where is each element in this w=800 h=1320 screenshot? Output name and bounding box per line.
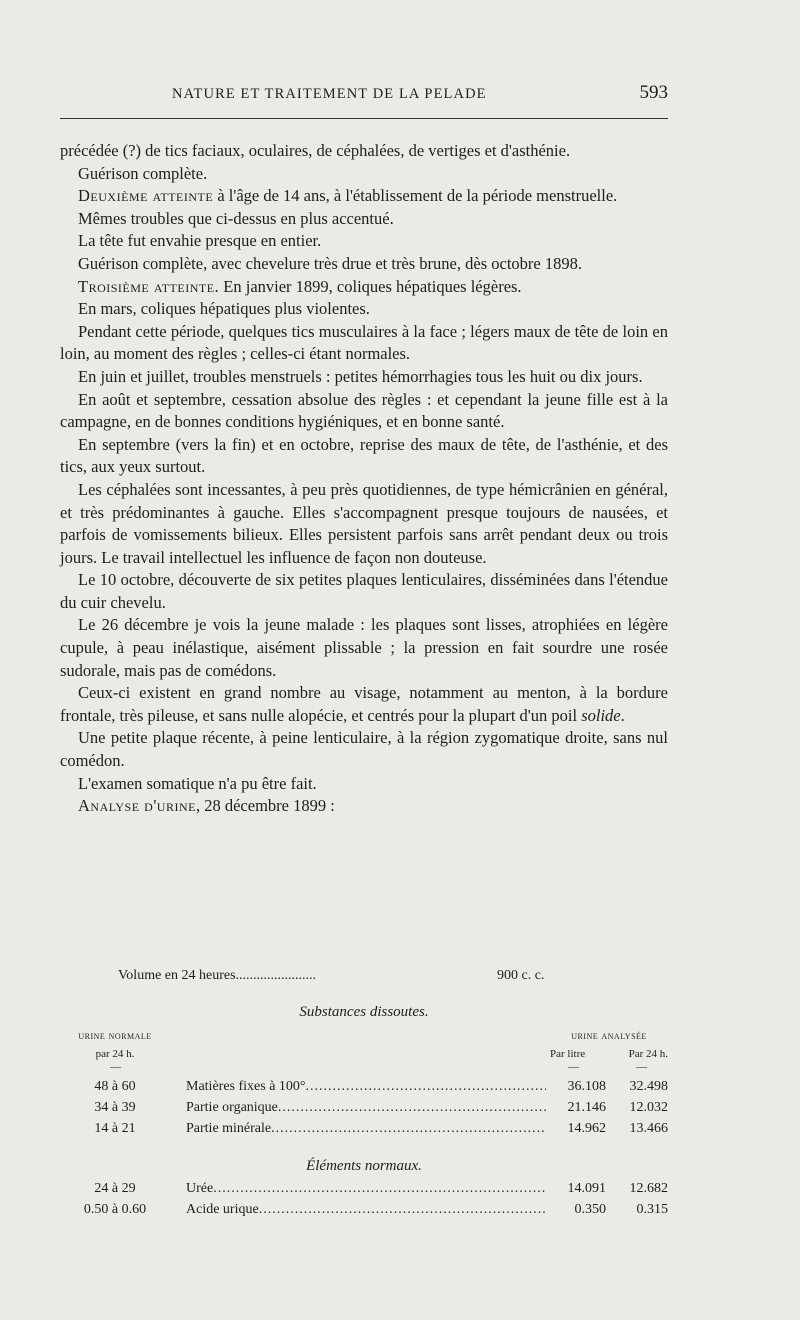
column-headers: [60, 1025, 668, 1065]
page-header: [60, 78, 668, 114]
paragraph: [60, 163, 668, 186]
value-per-litre: 14.091: [567, 1181, 606, 1196]
body-text: [60, 140, 668, 818]
value-per-24h: 32.498: [629, 1079, 668, 1094]
paragraph-text: , 28 décembre 1899 :: [195, 796, 335, 816]
paragraph: [60, 727, 668, 772]
urine-analysis: [60, 962, 668, 1221]
paragraph: [60, 185, 668, 208]
substance-name: Matières fixes à 100° .....: [186, 1079, 546, 1095]
paragraph-italic: solide: [581, 705, 621, 725]
paragraph-text: La tête fut envahie presque en entier.: [78, 231, 322, 251]
dash-normal: —: [110, 1061, 121, 1073]
paragraph-lead: Deuxième atteinte: [78, 186, 214, 206]
dash-per-24h: —: [636, 1061, 647, 1073]
paragraph-text: Guérison complète.: [78, 163, 208, 183]
per-24h-header: Par 24 h.: [628, 1048, 668, 1060]
paragraph-text: En septembre (vers la fin) et en octobre, reprise des maux de tête, de l'asthénie, et des tics, aux yeux surtout.: [60, 434, 668, 477]
value-per-litre: 36.108: [567, 1079, 606, 1094]
paragraph: [60, 230, 668, 253]
elements-rows: [60, 1179, 668, 1221]
value-per-24h: 12.682: [629, 1181, 668, 1196]
paragraph: [60, 140, 668, 163]
paragraph-text: L'examen somatique n'a pu être fait.: [78, 773, 317, 793]
analysed-urine-header: [550, 1027, 668, 1063]
normal-range: 0.50 à 0.60: [83, 1202, 147, 1217]
paragraph-lead: Troisième atteinte.: [78, 276, 220, 296]
value-per-litre: 21.146: [567, 1100, 606, 1115]
analysed-urine-title: urine analysée: [571, 1030, 647, 1042]
paragraph-text: Une petite plaque récente, à peine lenticulaire, à la région zygomatique droite, sans nul comédon.: [60, 728, 668, 771]
table-row: [60, 1179, 668, 1200]
paragraph-text: Pendant cette période, quelques tics musculaires à la face ; légers maux de tête de loin en loin, au moment des règles ; celles-ci étant normales.: [60, 321, 668, 364]
normal-range: 14 à 21: [94, 1121, 136, 1136]
paragraph: [60, 389, 668, 434]
value-per-litre: 0.350: [574, 1202, 606, 1217]
per-litre-header: Par litre: [550, 1048, 586, 1060]
normal-range: 34 à 39: [94, 1100, 136, 1115]
paragraph-text: Mêmes troubles que ci-dessus en plus accentué.: [78, 208, 394, 228]
paragraph-text: En juin et juillet, troubles menstruels : petites hémorrhagies tous les huit ou dix jours.: [78, 366, 643, 386]
dash-per-litre: —: [568, 1061, 579, 1073]
value-per-24h: 12.032: [629, 1100, 668, 1115]
paragraph-text: Les céphalées sont incessantes, à peu près quotidiennes, de type hémicrânien en général, et très prédominantes à gauche. Elles s'accompagnent presque toujours de nausées, et parfois de vomissements bilieux. Elles persistent parfois sans arrêt pendant deux ou trois jours. Le travail intellectuel les influence de façon non douteuse.: [60, 479, 668, 567]
normal-range: 48 à 60: [94, 1079, 136, 1094]
paragraph-text: précédée (?) de tics faciaux, oculaires, de céphalées, de vertiges et d'asthénie.: [60, 141, 571, 160]
paragraph-text: Guérison complète, avec chevelure très drue et très brune, dès octobre 1898.: [78, 253, 582, 273]
paragraph: [60, 569, 668, 614]
paragraph: [60, 253, 668, 276]
substance-name: Acide urique .....: [186, 1202, 546, 1218]
substance-name: Partie minérale .....: [186, 1121, 546, 1137]
paragraph: [60, 366, 668, 389]
paragraph-lead: Analyse d'urine: [78, 796, 196, 816]
volume-row: [60, 962, 668, 986]
paragraph-text: Le 10 octobre, découverte de six petites plaques lenticulaires, disséminées dans l'étendue du cuir chevelu.: [60, 570, 668, 612]
value-per-24h: 0.315: [636, 1202, 668, 1217]
paragraph-text: Ceux-ci existent en grand nombre au visage, notamment au menton, à la bordure frontale, très pileuse, et sans nulle alopécie, et centrés pour la plupart d'un poil: [60, 683, 668, 725]
value-per-litre: 14.962: [567, 1121, 606, 1136]
header-dashes: [60, 1061, 668, 1077]
header-rule: [60, 118, 668, 119]
paragraph-text: En août et septembre, cessation absolue des règles : et cependant la jeune fille est à la campagne, en de bonnes conditions hygiéniques, et en bonne santé.: [60, 389, 668, 432]
normal-urine-header: [60, 1027, 170, 1063]
normal-urine-unit: par 24 h.: [95, 1048, 135, 1060]
paragraph: [60, 682, 668, 727]
section-title-elements: Éléments normaux.: [306, 1158, 422, 1174]
paragraph: [60, 208, 668, 231]
table-row: [60, 1200, 668, 1221]
volume-label: Volume en 24 heures.......................: [118, 968, 317, 983]
paragraph: [60, 434, 668, 479]
normal-urine-title: urine normale: [78, 1030, 152, 1042]
paragraph-tail: .: [620, 705, 625, 725]
paragraph: [60, 773, 668, 796]
paragraph: [60, 795, 668, 818]
paragraph-text: En mars, coliques hépatiques plus violentes.: [78, 299, 370, 319]
running-title: NATURE ET TRAITEMENT DE LA PELADE: [172, 86, 487, 102]
substances-rows: [60, 1077, 668, 1140]
table-row: [60, 1119, 668, 1140]
normal-range: 24 à 29: [94, 1181, 136, 1196]
paragraph: [60, 298, 668, 321]
volume-value: 900 c. c.: [497, 968, 545, 983]
table-row: [60, 1098, 668, 1119]
paragraph: [60, 479, 668, 569]
paragraph-text: Le 26 décembre je vois la jeune malade : les plaques sont lisses, atrophiées en légère cupule, à peau inélastique, aisément plissable ; la pression en fait sourdre une rosée sudorale, mais pas de comédons.: [60, 615, 668, 680]
paragraph-text: à l'âge de 14 ans, à l'établissement de la période menstruelle.: [213, 186, 618, 206]
section-title-substances: Substances dissoutes.: [299, 1004, 429, 1020]
paragraph: [60, 276, 668, 299]
paragraph: [60, 614, 668, 682]
page-number: 593: [639, 82, 668, 103]
table-row: [60, 1077, 668, 1098]
value-per-24h: 13.466: [629, 1121, 668, 1136]
paragraph: [60, 321, 668, 366]
paragraph-text: En janvier 1899, coliques hépatiques légères.: [219, 276, 522, 296]
substance-name: Urée .....: [186, 1181, 546, 1197]
substance-name: Partie organique .....: [186, 1100, 546, 1116]
